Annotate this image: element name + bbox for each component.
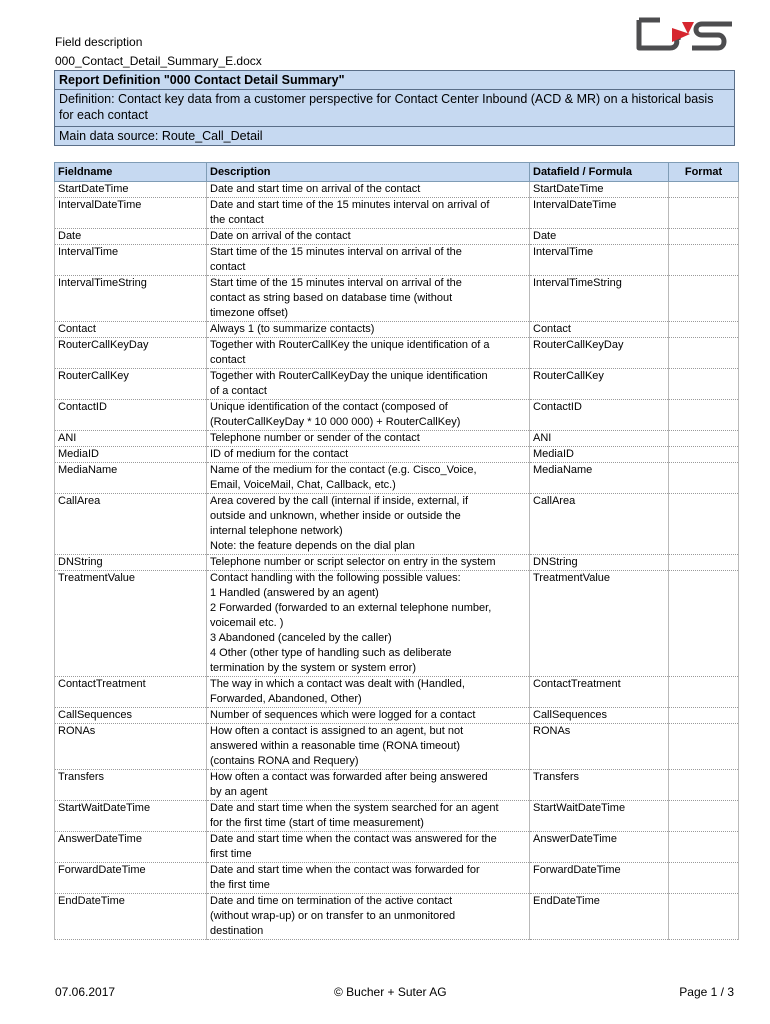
table-row [55,494,739,555]
field-format [669,276,739,322]
table-row [55,182,739,198]
description-line: Together with RouterCallKeyDay the unique identification [210,370,488,382]
field-formula: MediaName [530,463,669,494]
field-name: MediaName [55,463,207,494]
field-formula: IntervalDateTime [530,198,669,229]
description-line: How often a contact was forwarded after being answered [210,771,488,783]
field-name: AnswerDateTime [55,832,207,863]
field-format [669,447,739,463]
field-formula: RONAs [530,724,669,770]
table-row [55,322,739,338]
table-row [55,276,739,322]
field-format [669,894,739,940]
table-row [55,708,739,724]
column-header-format: Format [669,163,739,182]
footer-date: 07.06.2017 [55,985,116,999]
field-formula: IntervalTime [530,245,669,276]
table-row [55,463,739,494]
field-description [207,322,530,338]
field-formula: IntervalTimeString [530,276,669,322]
field-format [669,724,739,770]
field-formula: ForwardDateTime [530,863,669,894]
field-name: RouterCallKey [55,369,207,400]
field-format [669,245,739,276]
description-line: Date and start time on arrival of the contact [210,183,421,195]
field-name: ContactTreatment [55,677,207,708]
description-line: (without wrap-up) or on transfer to an unmonitored [210,910,456,922]
table-row [55,338,739,369]
table-row [55,431,739,447]
field-formula: ContactID [530,400,669,431]
description-line: the first time [210,879,270,891]
field-formula: TreatmentValue [530,571,669,677]
field-format [669,555,739,571]
column-header-description: Description [207,163,530,182]
field-name: TreatmentValue [55,571,207,677]
field-description [207,369,530,400]
field-description [207,338,530,369]
description-line: first time [210,848,252,860]
field-name: CallSequences [55,708,207,724]
description-line: Date and start time when the contact was forwarded for [210,864,480,876]
table-row [55,245,739,276]
table-row [55,198,739,229]
description-line: Note: the feature depends on the dial plan [210,540,415,552]
table-row [55,894,739,940]
field-formula: ANI [530,431,669,447]
column-header-fieldname: Fieldname [55,163,207,182]
footer-page-number: Page 1 / 3 [679,985,734,999]
field-description [207,245,530,276]
field-formula: Transfers [530,770,669,801]
description-line: Date and start time when the contact was answered for the [210,833,497,845]
field-formula: CallArea [530,494,669,555]
description-line: answered within a reasonable time (RONA timeout) [210,740,461,752]
field-description [207,400,530,431]
description-line: Together with RouterCallKey the unique identification of a [210,339,490,351]
description-line: contact [210,354,246,366]
description-line: (contains RONA and Requery) [210,755,359,767]
field-name: CallArea [55,494,207,555]
description-line: Date on arrival of the contact [210,230,351,242]
field-description [207,863,530,894]
field-format [669,494,739,555]
report-definition-text: Definition: Contact key data from a customer perspective for Contact Center Inbound (ACD & MR) on a historical basis for each contact [55,90,734,127]
field-formula: RouterCallKey [530,369,669,400]
description-line: The way in which a contact was dealt with (Handled, [210,678,465,690]
field-format [669,322,739,338]
field-description [207,229,530,245]
field-name: StartDateTime [55,182,207,198]
field-description [207,463,530,494]
description-line: contact as string based on database time (without [210,292,453,304]
document-label: Field description [55,35,143,49]
description-line: Forwarded, Abandoned, Other) [210,693,362,705]
description-line: Email, VoiceMail, Chat, Callback, etc.) [210,479,396,491]
field-formula: StartWaitDateTime [530,801,669,832]
description-line: 2 Forwarded (forwarded to an external telephone number, [210,602,492,614]
main-data-source: Main data source: Route_Call_Detail [55,127,734,145]
table-row [55,400,739,431]
field-description [207,677,530,708]
field-name: RONAs [55,724,207,770]
field-name: RouterCallKeyDay [55,338,207,369]
field-description [207,894,530,940]
field-description [207,708,530,724]
description-line: voicemail etc. ) [210,617,284,629]
field-description [207,770,530,801]
description-line: outside and unknown, whether inside or outside the [210,510,461,522]
field-description [207,724,530,770]
field-name: IntervalTime [55,245,207,276]
table-row [55,724,739,770]
field-description [207,447,530,463]
description-line: Start time of the 15 minutes interval on arrival of the [210,277,462,289]
description-line: Date and start time when the system searched for an agent [210,802,499,814]
description-line: internal telephone network) [210,525,343,537]
field-formula: AnswerDateTime [530,832,669,863]
table-row [55,863,739,894]
field-name: ContactID [55,400,207,431]
field-formula: RouterCallKeyDay [530,338,669,369]
report-definition-title: Report Definition "000 Contact Detail Summary" [55,71,734,90]
field-formula: Contact [530,322,669,338]
field-formula: CallSequences [530,708,669,724]
footer-copyright: © Bucher + Suter AG [334,985,447,999]
field-format [669,400,739,431]
table-row [55,447,739,463]
field-description [207,832,530,863]
field-description [207,571,530,677]
bucher-suter-logo [636,16,736,56]
table-row [55,770,739,801]
description-line: timezone offset) [210,307,289,319]
description-line: Always 1 (to summarize contacts) [210,323,375,335]
description-line: Start time of the 15 minutes interval on arrival of the [210,246,462,258]
field-description [207,494,530,555]
description-line: Telephone number or sender of the contact [210,432,420,444]
table-row [55,369,739,400]
field-format [669,801,739,832]
description-line: Area covered by the call (internal if inside, external, if [210,495,469,507]
field-table-header [55,163,739,182]
description-line: How often a contact is assigned to an agent, but not [210,725,464,737]
description-line: Telephone number or script selector on entry in the system [210,556,496,568]
description-line: Contact handling with the following possible values: [210,572,461,584]
table-row [55,801,739,832]
description-line: Date and time on termination of the active contact [210,895,453,907]
field-formula: Date [530,229,669,245]
description-line: the contact [210,214,264,226]
field-description [207,182,530,198]
report-definition-box [54,70,735,146]
field-format [669,571,739,677]
field-name: StartWaitDateTime [55,801,207,832]
description-line: contact [210,261,246,273]
description-line: Number of sequences which were logged for a contact [210,709,476,721]
table-row [55,832,739,863]
description-line: by an agent [210,786,268,798]
description-line: of a contact [210,385,267,397]
column-header-datafield: Datafield / Formula [530,163,669,182]
field-name: DNString [55,555,207,571]
field-description [207,801,530,832]
description-line: (RouterCallKeyDay * 10 000 000) + RouterCallKey) [210,416,461,428]
field-formula: MediaID [530,447,669,463]
field-format [669,431,739,447]
description-line: destination [210,925,264,937]
table-row [55,677,739,708]
description-line: ID of medium for the contact [210,448,349,460]
description-line: Name of the medium for the contact (e.g. Cisco_Voice, [210,464,477,476]
field-name: Transfers [55,770,207,801]
field-name: IntervalTimeString [55,276,207,322]
description-line: for the first time (start of time measurement) [210,817,424,829]
field-format [669,198,739,229]
description-line: 4 Other (other type of handling such as deliberate [210,647,452,659]
field-formula: ContactTreatment [530,677,669,708]
description-line: termination by the system or system error) [210,662,417,674]
field-description [207,198,530,229]
document-filename: 000_Contact_Detail_Summary_E.docx [55,54,262,68]
field-description [207,555,530,571]
field-format [669,338,739,369]
field-formula: EndDateTime [530,894,669,940]
field-format [669,677,739,708]
description-line: 1 Handled (answered by an agent) [210,587,379,599]
field-format [669,369,739,400]
field-name: ForwardDateTime [55,863,207,894]
description-line: 3 Abandoned (canceled by the caller) [210,632,392,644]
field-formula: StartDateTime [530,182,669,198]
field-formula: DNString [530,555,669,571]
field-format [669,463,739,494]
table-row [55,571,739,677]
field-table [54,162,739,940]
field-name: MediaID [55,447,207,463]
field-name: Date [55,229,207,245]
field-name: EndDateTime [55,894,207,940]
description-line: Date and start time of the 15 minutes interval on arrival of [210,199,490,211]
field-format [669,863,739,894]
field-format [669,832,739,863]
description-line: Unique identification of the contact (composed of [210,401,448,413]
field-format [669,229,739,245]
field-description [207,431,530,447]
field-format [669,182,739,198]
field-name: IntervalDateTime [55,198,207,229]
table-row [55,555,739,571]
field-name: ANI [55,431,207,447]
field-description [207,276,530,322]
field-format [669,770,739,801]
table-row [55,229,739,245]
field-format [669,708,739,724]
field-name: Contact [55,322,207,338]
